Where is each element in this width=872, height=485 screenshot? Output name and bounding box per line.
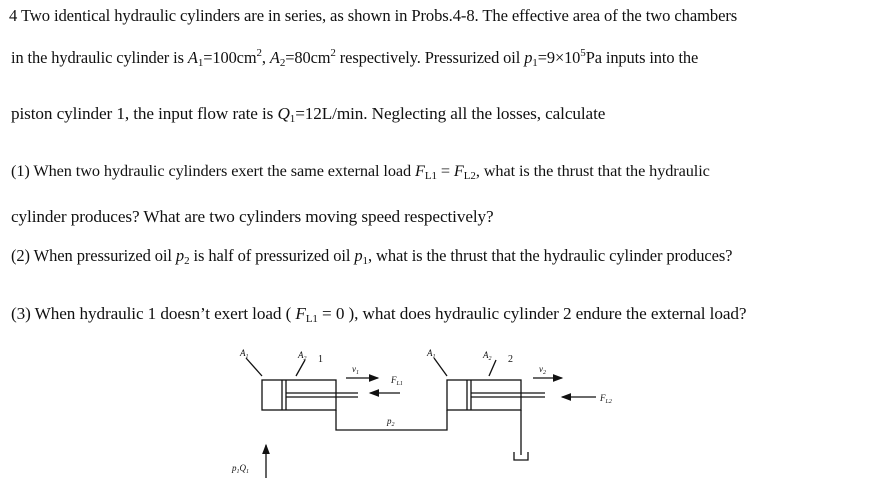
- problem-intro-text: 4 Two identical hydraulic cylinders are in series, as shown in Probs.4-8. The effective area of the two chambers: [9, 6, 738, 25]
- problem-line-1: [9, 6, 737, 26]
- separator: ,: [261, 48, 270, 67]
- pressure-p2-symbol: p: [175, 246, 185, 265]
- flow-q1-value: =12L/min. Neglecting all the losses, calculate: [295, 104, 606, 123]
- superscript: 2: [330, 47, 336, 59]
- cylinder-1-body: [262, 380, 336, 410]
- text-segment: , what is the thrust that the hydraulic: [475, 161, 710, 180]
- load-fl1-symbol: F: [295, 304, 306, 323]
- text-segment: piston cylinder 1, the input flow rate is: [11, 104, 278, 123]
- text-segment: respectively. Pressurized oil: [335, 48, 525, 67]
- area-a1-value: =100cm: [203, 48, 257, 67]
- label-a2-right: $A_2$: [483, 350, 492, 362]
- cylinder-2-body: [447, 380, 521, 410]
- text-segment: Pa inputs into the: [585, 48, 699, 67]
- label-p2: $p_2$: [387, 416, 395, 428]
- text-segment: in the hydraulic cylinder is: [11, 48, 188, 67]
- superscript: 2: [256, 47, 262, 59]
- area-a2-symbol: A: [269, 48, 280, 67]
- equals-sign: =: [436, 161, 454, 180]
- question-3-line: [11, 304, 746, 325]
- subscript: 2: [184, 255, 190, 267]
- superscript: 5: [580, 47, 586, 59]
- label-v2: $v_2$: [539, 364, 546, 376]
- text-segment: = 0 ), what does hydraulic cylinder 2 endure the external load?: [317, 304, 747, 323]
- question-2-line: [11, 246, 732, 267]
- text-segment: is half of pressurized oil: [189, 246, 355, 265]
- label-a1-right: $A_1$: [427, 348, 436, 360]
- subscript: 1: [532, 57, 538, 69]
- label-a1-left: $A_1$: [240, 348, 249, 360]
- question-1-line-1: [11, 161, 710, 182]
- hydraulic-cylinders-diagram: [0, 340, 872, 485]
- label-v1: $v_1$: [352, 364, 359, 376]
- leader-a1-right: [434, 358, 447, 376]
- cylinder-1-number: 1: [318, 354, 323, 365]
- leader-a2-left: [296, 360, 305, 376]
- text-segment: (3) When hydraulic 1 doesn’t exert load (: [11, 304, 296, 323]
- problem-line-3: [11, 104, 605, 125]
- text-segment: cylinder produces? What are two cylinders moving speed respectively?: [11, 207, 494, 226]
- cylinder-2-number: 2: [508, 354, 513, 365]
- subscript: L1: [305, 313, 318, 325]
- text-segment: , what is the thrust that the hydraulic cylinder produces?: [367, 246, 733, 265]
- pressure-p1-value: =9×10: [537, 48, 581, 67]
- label-a2-left: $A_2$: [298, 350, 307, 362]
- label-fl1: $F_{L1}$: [391, 375, 403, 387]
- question-1-line-2: [11, 207, 494, 227]
- load-fl2-symbol: F: [453, 161, 464, 180]
- text-segment: (2) When pressurized oil: [11, 246, 176, 265]
- subscript: L2: [463, 170, 476, 182]
- subscript: 2: [279, 57, 286, 69]
- flow-q1-symbol: Q: [277, 104, 290, 123]
- label-fl2: $F_{L2}$: [600, 393, 612, 405]
- text-segment: (1) When two hydraulic cylinders exert the same external load: [11, 161, 415, 180]
- subscript: 1: [197, 57, 204, 69]
- pressure-p1-symbol: p: [524, 48, 533, 67]
- area-a1-symbol: A: [187, 48, 198, 67]
- area-a2-value: =80cm: [285, 48, 331, 67]
- subscript: 1: [289, 113, 296, 125]
- pressure-p1-symbol: p: [354, 246, 363, 265]
- subscript: L1: [424, 170, 437, 182]
- subscript: 1: [362, 255, 368, 267]
- load-fl1-symbol: F: [415, 161, 425, 180]
- label-p1-q1: $p_1Q_1$: [232, 463, 249, 475]
- leader-a2-right: [489, 360, 496, 376]
- leader-a1-left: [246, 358, 262, 376]
- problem-line-2: [11, 47, 698, 69]
